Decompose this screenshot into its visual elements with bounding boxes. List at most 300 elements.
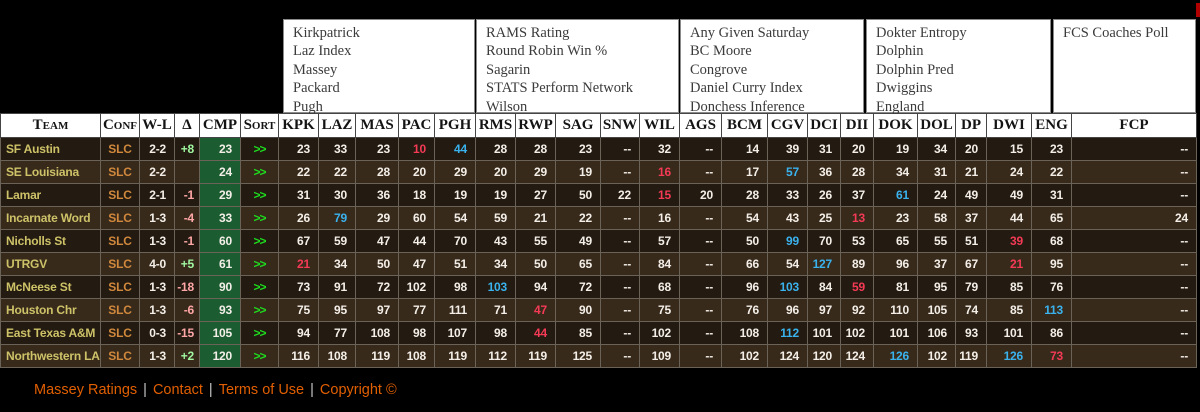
rank-cell: --: [1072, 230, 1197, 253]
sort-row-link[interactable]: >>: [253, 326, 266, 340]
rank-cell: 54: [722, 207, 768, 230]
rank-cell: 96: [768, 299, 808, 322]
record-cell: 4-0: [140, 253, 175, 276]
rank-cell: 84: [808, 276, 841, 299]
rank-cell: --: [601, 322, 640, 345]
rank-cell: 21: [987, 253, 1032, 276]
conference-link[interactable]: SLC: [101, 138, 140, 161]
rank-cell: 79: [319, 207, 356, 230]
team-row: [1, 253, 1197, 276]
conference-link[interactable]: SLC: [101, 345, 140, 368]
rank-cell: 33: [319, 138, 356, 161]
team-row: [1, 184, 1197, 207]
record-cell: 2-1: [140, 184, 175, 207]
rank-cell: 22: [279, 161, 319, 184]
rank-cell: 24: [1072, 207, 1197, 230]
rank-cell: 21: [516, 207, 556, 230]
legend-group-any-given-saturday: [680, 19, 864, 113]
rank-cell: --: [1072, 138, 1197, 161]
rank-cell: --: [601, 207, 640, 230]
rank-cell: 28: [356, 161, 399, 184]
delta-cell: -6: [175, 299, 200, 322]
rank-cell: 28: [722, 184, 768, 207]
rank-cell: 68: [640, 276, 680, 299]
col-header-dp[interactable]: DP: [956, 114, 987, 138]
sort-row-link[interactable]: >>: [253, 188, 266, 202]
rank-cell: 77: [319, 322, 356, 345]
rank-cell: 101: [874, 322, 918, 345]
sort-cell: [241, 184, 279, 207]
rank-cell: 24: [918, 184, 956, 207]
rank-cell: 32: [640, 138, 680, 161]
rank-cell: 81: [874, 276, 918, 299]
rank-cell: 18: [399, 184, 435, 207]
sort-row-link[interactable]: >>: [253, 257, 266, 271]
rank-cell: 89: [841, 253, 874, 276]
record-cell: 1-3: [140, 207, 175, 230]
rank-cell: 108: [722, 322, 768, 345]
rank-cell: 10: [399, 138, 435, 161]
rank-cell: 30: [319, 184, 356, 207]
rank-cell: 50: [722, 230, 768, 253]
delta-cell: -18: [175, 276, 200, 299]
rating-system-name: RAMS Rating: [486, 25, 570, 41]
col-header-ags[interactable]: AGS: [680, 114, 722, 138]
col-header-rwp[interactable]: RWP: [516, 114, 556, 138]
rank-cell: 125: [556, 345, 601, 368]
rating-system-name: Dolphin Pred: [876, 61, 954, 78]
rank-cell: 108: [356, 322, 399, 345]
rank-cell: 36: [808, 161, 841, 184]
rank-cell: 20: [680, 184, 722, 207]
rank-cell: 24: [987, 161, 1032, 184]
rating-system-name: FCS Coaches Poll: [1063, 25, 1169, 41]
rank-cell: 54: [435, 207, 476, 230]
team-link[interactable]: Houston Chr: [1, 299, 101, 322]
rank-cell: 34: [319, 253, 356, 276]
delta-cell: -15: [175, 322, 200, 345]
rank-cell: 22: [556, 207, 601, 230]
rank-cell: 92: [841, 299, 874, 322]
rank-cell: 31: [1032, 184, 1072, 207]
rank-cell: 98: [435, 276, 476, 299]
rank-cell: 22: [601, 184, 640, 207]
rank-cell: 39: [768, 138, 808, 161]
rank-cell: 28: [516, 138, 556, 161]
rank-cell: 47: [356, 230, 399, 253]
rank-cell: 57: [768, 161, 808, 184]
rank-cell: --: [601, 230, 640, 253]
rank-cell: 116: [279, 345, 319, 368]
rank-cell: 112: [476, 345, 516, 368]
rank-cell: --: [680, 322, 722, 345]
rank-cell: 49: [956, 184, 987, 207]
rank-cell: 94: [279, 322, 319, 345]
footer-links: [34, 382, 397, 398]
sort-row-link[interactable]: >>: [253, 349, 266, 363]
rank-cell: 73: [1032, 345, 1072, 368]
record-cell: 1-3: [140, 230, 175, 253]
col-header-mas[interactable]: MAS: [356, 114, 399, 138]
rank-cell: 84: [640, 253, 680, 276]
rank-cell: 105: [918, 299, 956, 322]
sort-row-link[interactable]: >>: [253, 234, 266, 248]
col-header-bcm[interactable]: BCM: [722, 114, 768, 138]
rating-system-name: Sagarin: [486, 61, 531, 78]
rank-cell: 29: [435, 161, 476, 184]
rank-cell: 76: [1032, 276, 1072, 299]
rank-cell: 70: [808, 230, 841, 253]
rank-cell: 75: [640, 299, 680, 322]
rank-cell: 22: [1032, 161, 1072, 184]
delta-cell: +5: [175, 253, 200, 276]
rank-cell: 50: [516, 253, 556, 276]
rank-cell: 59: [841, 276, 874, 299]
conference-link[interactable]: SLC: [101, 207, 140, 230]
rank-cell: 106: [918, 322, 956, 345]
col-header-dol[interactable]: DOL: [918, 114, 956, 138]
col-header-laz[interactable]: LAZ: [319, 114, 356, 138]
col-header-dok[interactable]: DOK: [874, 114, 918, 138]
rating-system-name: Donchess Inference: [690, 98, 805, 115]
rank-cell: 23: [874, 207, 918, 230]
rank-cell: --: [601, 138, 640, 161]
rank-cell: --: [1072, 322, 1197, 345]
rank-cell: 37: [918, 253, 956, 276]
rank-cell: --: [601, 253, 640, 276]
col-header-sort[interactable]: Sort: [241, 114, 279, 138]
legend-group-dokter: [866, 19, 1051, 113]
rank-cell: --: [680, 276, 722, 299]
col-header-dii[interactable]: DII: [841, 114, 874, 138]
rank-cell: 44: [435, 138, 476, 161]
rank-cell: 119: [956, 345, 987, 368]
rank-cell: 54: [768, 253, 808, 276]
rank-cell: 110: [874, 299, 918, 322]
rank-cell: 28: [841, 161, 874, 184]
delta-cell: -1: [175, 230, 200, 253]
team-link[interactable]: East Texas A&M: [1, 322, 101, 345]
rank-cell: 102: [640, 322, 680, 345]
footer-separator: |: [310, 382, 314, 398]
rank-cell: 43: [476, 230, 516, 253]
rank-cell: 15: [987, 138, 1032, 161]
team-row: [1, 299, 1197, 322]
rank-cell: 19: [556, 161, 601, 184]
rank-cell: 23: [1032, 138, 1072, 161]
col-header-cmp[interactable]: CMP: [200, 114, 241, 138]
composite-rank-cell: 33: [200, 207, 241, 230]
rank-cell: 109: [640, 345, 680, 368]
conference-link[interactable]: SLC: [101, 322, 140, 345]
rank-cell: 19: [874, 138, 918, 161]
sort-cell: [241, 322, 279, 345]
rank-cell: 53: [841, 230, 874, 253]
rank-cell: 50: [356, 253, 399, 276]
rating-system-name: Wilson: [486, 98, 528, 115]
team-link[interactable]: Lamar: [1, 184, 101, 207]
rank-cell: --: [1072, 253, 1197, 276]
col-header-dwi[interactable]: DWI: [987, 114, 1032, 138]
rank-cell: 73: [279, 276, 319, 299]
rank-cell: 21: [279, 253, 319, 276]
rank-cell: 44: [399, 230, 435, 253]
rank-cell: --: [680, 345, 722, 368]
rank-cell: 72: [556, 276, 601, 299]
rank-cell: 29: [356, 207, 399, 230]
rank-cell: 19: [476, 184, 516, 207]
sort-row-link[interactable]: >>: [253, 165, 266, 179]
rank-cell: 36: [356, 184, 399, 207]
team-link[interactable]: Incarnate Word: [1, 207, 101, 230]
col-header-team[interactable]: Team: [1, 114, 101, 138]
rank-cell: 44: [516, 322, 556, 345]
col-header-delta[interactable]: Δ: [175, 114, 200, 138]
rank-cell: 34: [874, 161, 918, 184]
rank-cell: 95: [1032, 253, 1072, 276]
rank-cell: 119: [516, 345, 556, 368]
col-header-snw[interactable]: SNW: [601, 114, 640, 138]
delta-cell: +2: [175, 345, 200, 368]
rank-cell: 34: [918, 138, 956, 161]
conference-link[interactable]: SLC: [101, 299, 140, 322]
rank-cell: 124: [768, 345, 808, 368]
rating-system-name: Kirkpatrick: [293, 25, 360, 41]
rank-cell: 108: [399, 345, 435, 368]
col-header-pac[interactable]: PAC: [399, 114, 435, 138]
rank-cell: 51: [435, 253, 476, 276]
legend-group-fcs-coaches-poll: [1053, 19, 1196, 113]
sort-cell: [241, 345, 279, 368]
rating-system-name: Massey: [293, 61, 338, 78]
col-header-sag[interactable]: SAG: [556, 114, 601, 138]
rank-cell: 124: [841, 345, 874, 368]
team-row: [1, 276, 1197, 299]
rank-cell: 47: [399, 253, 435, 276]
record-cell: 1-3: [140, 345, 175, 368]
rank-cell: --: [680, 207, 722, 230]
rank-cell: 66: [722, 253, 768, 276]
rank-cell: 94: [516, 276, 556, 299]
team-row: [1, 138, 1197, 161]
rank-cell: 102: [399, 276, 435, 299]
rank-cell: --: [680, 161, 722, 184]
delta-cell: [175, 161, 200, 184]
col-header-cgv[interactable]: CGV: [768, 114, 808, 138]
rank-cell: 25: [808, 207, 841, 230]
rank-cell: 119: [435, 345, 476, 368]
rank-cell: --: [601, 161, 640, 184]
rank-cell: 21: [956, 161, 987, 184]
rank-cell: 90: [556, 299, 601, 322]
record-cell: 0-3: [140, 322, 175, 345]
col-header-conf[interactable]: Conf: [101, 114, 140, 138]
rank-cell: --: [1072, 184, 1197, 207]
team-row: [1, 322, 1197, 345]
footer: [0, 368, 1200, 412]
col-header-wil[interactable]: WIL: [640, 114, 680, 138]
col-header-fcp[interactable]: FCP: [1072, 114, 1197, 138]
record-cell: 2-2: [140, 161, 175, 184]
conference-link[interactable]: SLC: [101, 230, 140, 253]
col-header-dci[interactable]: DCI: [808, 114, 841, 138]
rating-system-name: Round Robin Win %: [486, 43, 608, 60]
rank-cell: 111: [435, 299, 476, 322]
conference-link[interactable]: SLC: [101, 161, 140, 184]
rank-cell: 127: [808, 253, 841, 276]
delta-cell: -4: [175, 207, 200, 230]
rank-cell: 50: [556, 184, 601, 207]
rank-cell: 98: [399, 322, 435, 345]
rank-cell: 39: [987, 230, 1032, 253]
composite-rank-cell: 61: [200, 253, 241, 276]
edge-marker: [1196, 3, 1200, 17]
rank-cell: 51: [956, 230, 987, 253]
footer-link-contact[interactable]: Contact: [152, 382, 203, 398]
rank-cell: 55: [918, 230, 956, 253]
rank-cell: 85: [556, 322, 601, 345]
team-link[interactable]: Nicholls St: [1, 230, 101, 253]
rating-system-name: Congrove: [690, 61, 748, 78]
team-link[interactable]: SE Louisiana: [1, 161, 101, 184]
rank-cell: 58: [918, 207, 956, 230]
conference-link[interactable]: SLC: [101, 184, 140, 207]
rank-cell: 91: [319, 276, 356, 299]
rank-cell: 85: [987, 276, 1032, 299]
sort-cell: [241, 230, 279, 253]
record-cell: 2-2: [140, 138, 175, 161]
rank-cell: 47: [516, 299, 556, 322]
record-cell: 1-3: [140, 276, 175, 299]
rating-system-name: Packard: [293, 80, 340, 97]
footer-link-massey-ratings[interactable]: Massey Ratings: [34, 382, 138, 398]
rank-cell: 96: [874, 253, 918, 276]
rank-cell: 28: [476, 138, 516, 161]
rating-system-name: STATS Perform Network: [486, 80, 634, 97]
rank-cell: 26: [279, 207, 319, 230]
rating-system-name: England: [876, 98, 925, 115]
delta-cell: +8: [175, 138, 200, 161]
rating-system-name: Pugh: [293, 98, 323, 115]
col-header-rms[interactable]: RMS: [476, 114, 516, 138]
rank-cell: 29: [516, 161, 556, 184]
delta-cell: -1: [175, 184, 200, 207]
rating-system-name: Any Given Saturday: [690, 25, 810, 41]
col-header-w-l[interactable]: W-L: [140, 114, 175, 138]
team-link[interactable]: McNeese St: [1, 276, 101, 299]
footer-separator: |: [143, 382, 147, 398]
sort-cell: [241, 207, 279, 230]
rank-cell: 95: [319, 299, 356, 322]
rank-cell: 70: [435, 230, 476, 253]
rank-cell: 20: [476, 161, 516, 184]
rank-cell: 102: [918, 345, 956, 368]
sort-row-link[interactable]: >>: [253, 211, 266, 225]
rank-cell: 103: [476, 276, 516, 299]
rank-cell: 68: [1032, 230, 1072, 253]
col-header-kpk[interactable]: KPK: [279, 114, 319, 138]
rating-system-name: Dokter Entropy: [876, 25, 967, 41]
legend-group-kirkpatrick: [283, 19, 475, 113]
rank-cell: 65: [556, 253, 601, 276]
rank-cell: 20: [399, 161, 435, 184]
composite-rank-cell: 60: [200, 230, 241, 253]
rating-system-name: BC Moore: [690, 43, 752, 60]
composite-rank-cell: 93: [200, 299, 241, 322]
rank-cell: --: [680, 253, 722, 276]
sort-row-link[interactable]: >>: [253, 142, 266, 156]
rating-system-name: Daniel Curry Index: [690, 80, 803, 97]
rank-cell: 23: [356, 138, 399, 161]
composite-rankings-table: [0, 113, 1197, 368]
table-body: [1, 138, 1197, 368]
team-row: [1, 207, 1197, 230]
rank-cell: 16: [640, 161, 680, 184]
rank-cell: 60: [399, 207, 435, 230]
rank-cell: 55: [516, 230, 556, 253]
rank-cell: 44: [987, 207, 1032, 230]
team-row: [1, 161, 1197, 184]
rank-cell: 23: [279, 138, 319, 161]
rank-cell: --: [1072, 299, 1197, 322]
conference-link[interactable]: SLC: [101, 253, 140, 276]
sort-row-link[interactable]: >>: [253, 303, 266, 317]
team-link[interactable]: SF Austin: [1, 138, 101, 161]
rank-cell: 13: [841, 207, 874, 230]
rank-cell: 75: [279, 299, 319, 322]
team-link[interactable]: Northwestern LA: [1, 345, 101, 368]
team-link[interactable]: UTRGV: [1, 253, 101, 276]
rank-cell: 74: [956, 299, 987, 322]
rank-cell: 59: [476, 207, 516, 230]
composite-rank-cell: 24: [200, 161, 241, 184]
sort-cell: [241, 138, 279, 161]
team-row: [1, 230, 1197, 253]
footer-link-terms-of-use[interactable]: Terms of Use: [218, 382, 305, 398]
rank-cell: 31: [918, 161, 956, 184]
composite-rank-cell: 23: [200, 138, 241, 161]
rank-cell: --: [601, 276, 640, 299]
composite-rank-cell: 90: [200, 276, 241, 299]
rank-cell: 126: [874, 345, 918, 368]
composite-rank-cell: 120: [200, 345, 241, 368]
rank-cell: 49: [987, 184, 1032, 207]
conference-link[interactable]: SLC: [101, 276, 140, 299]
rank-cell: 86: [1032, 322, 1072, 345]
rank-cell: 37: [841, 184, 874, 207]
rank-cell: 26: [808, 184, 841, 207]
rank-cell: 101: [987, 322, 1032, 345]
rank-cell: 77: [399, 299, 435, 322]
rank-cell: 57: [640, 230, 680, 253]
rank-cell: 16: [640, 207, 680, 230]
col-header-pgh[interactable]: PGH: [435, 114, 476, 138]
rank-cell: 113: [1032, 299, 1072, 322]
rank-cell: 119: [356, 345, 399, 368]
sort-cell: [241, 253, 279, 276]
footer-separator: |: [208, 382, 213, 398]
rank-cell: 20: [956, 138, 987, 161]
sort-row-link[interactable]: >>: [253, 280, 266, 294]
rank-cell: 101: [808, 322, 841, 345]
rating-system-name: Laz Index: [293, 43, 352, 60]
rank-cell: 49: [556, 230, 601, 253]
rank-cell: 99: [768, 230, 808, 253]
rank-cell: --: [601, 345, 640, 368]
col-header-eng[interactable]: ENG: [1032, 114, 1072, 138]
footer-link-copyright[interactable]: Copyright ©: [319, 382, 397, 398]
rank-cell: 95: [918, 276, 956, 299]
